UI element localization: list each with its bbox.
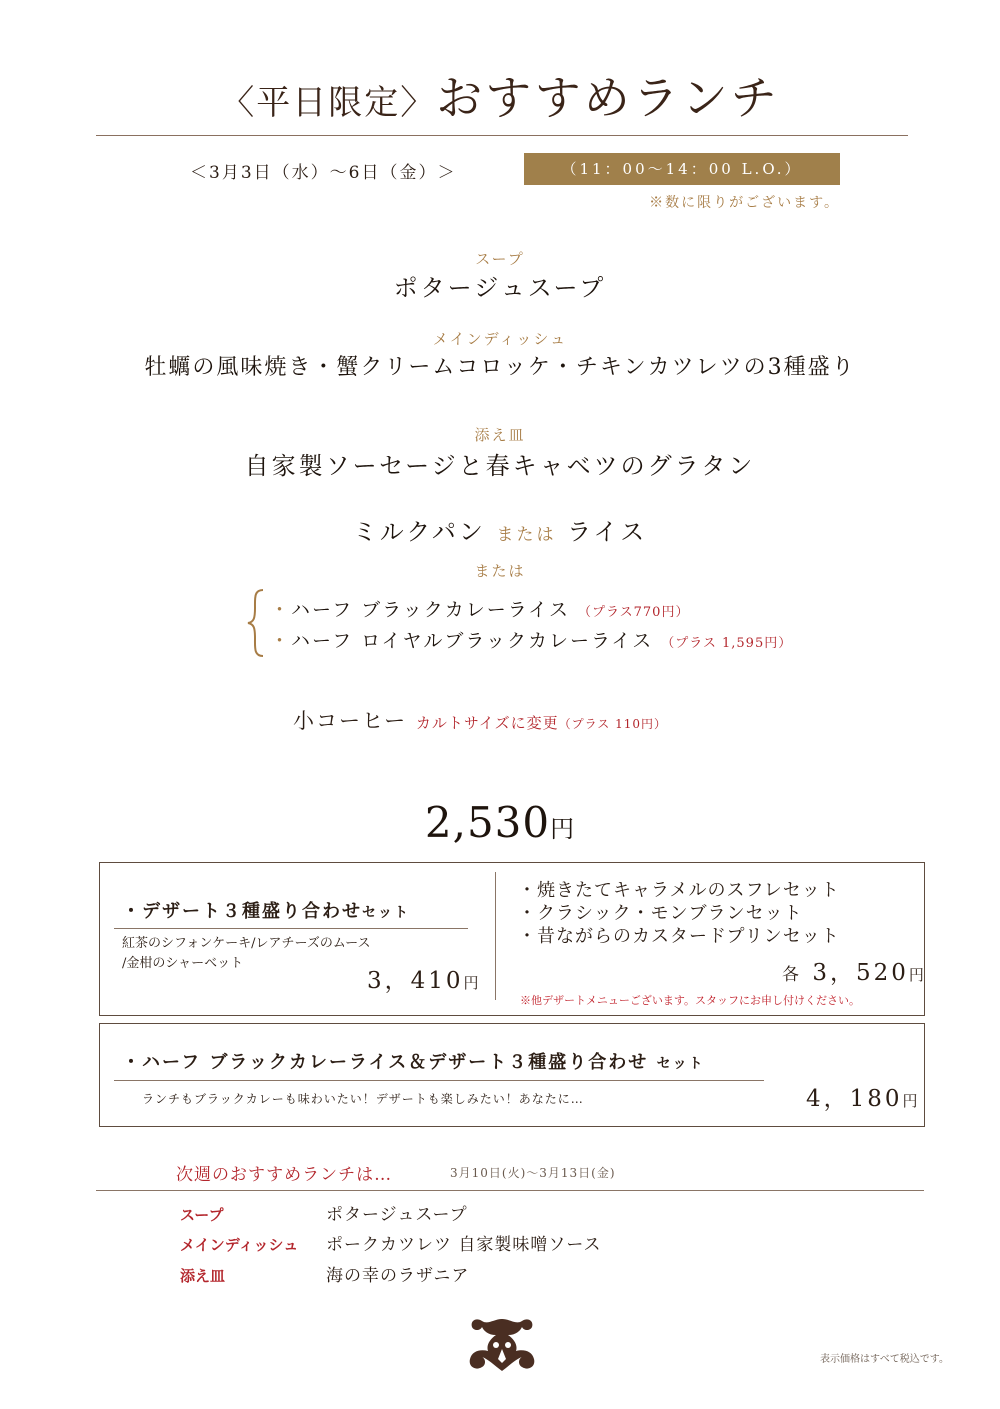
course-category-soup: スープ [475, 250, 525, 268]
title-divider [96, 135, 908, 136]
box-divider [495, 872, 496, 1000]
course-dish-main: 牡蠣の風味焼き・蟹クリームコロッケ・チキンカツレツの3種盛り [144, 355, 856, 380]
course-category-side: 添え皿 [474, 426, 526, 444]
next-week-dates: 3月10日(火)～3月13日(金) [450, 1166, 616, 1180]
next-week-divider [96, 1190, 924, 1191]
option-item: ・ハーフ ロイヤルブラックカレーライス （プラス 1,595円） [270, 630, 793, 652]
option-item: ・ハーフ ブラックカレーライス （プラス770円） [270, 599, 690, 621]
option-price: （プラス770円） [578, 605, 690, 620]
page-title [0, 62, 1000, 128]
title-main: おすすめランチ [436, 71, 780, 125]
limited-note: ※数に限りがございます。 [649, 195, 840, 211]
list-item: ・昔ながらのカスタードプリンセット [518, 926, 840, 947]
course-dish-soup: ポタージュスープ [393, 274, 607, 302]
tax-note: 表示価格はすべて税込です。 [820, 1354, 949, 1365]
list-item: ・焼きたてキャラメルのスフレセット [518, 880, 840, 901]
list-item: ・クラシック・モンブランセット [518, 903, 803, 924]
floral-emblem-icon [466, 1315, 538, 1375]
coffee-name: 小コーヒー [293, 709, 408, 733]
bread-b: ライス [567, 518, 648, 546]
other-dessert-note: ※他デザートメニューございます。スタッフにお申し付けください。 [520, 994, 861, 1007]
curry-set-description: ランチもブラックカレーも味わいたい！デザートも楽しみたい！あなたに… [142, 1092, 584, 1106]
other-set-list [518, 879, 840, 948]
dessert-set-price: 3，410円 [367, 968, 482, 994]
lunch-price [0, 798, 1000, 847]
dessert-title-rule [114, 928, 468, 929]
option-name: ハーフ ロイヤルブラックカレーライス [291, 630, 654, 652]
coffee-upgrade: カルトサイズに変更（プラス 110円） [415, 714, 668, 732]
curry-title-rule [114, 1080, 764, 1081]
next-week-row: スープ ポタージュスープ [180, 1205, 468, 1225]
course-category-main: メインディッシュ [432, 330, 568, 348]
next-week-heading: 次週のおすすめランチは… [176, 1165, 393, 1185]
option-price: （プラス 1,595円） [661, 636, 793, 651]
option-name: ハーフ ブラックカレーライス [291, 599, 570, 621]
price-amount: 2,530 [424, 798, 551, 847]
curry-set-box [99, 1023, 925, 1127]
curry-set-price: 4，180円 [806, 1086, 921, 1112]
dessert-set-title: ・デザート３種盛り合わせセット [122, 901, 410, 922]
dessert-set-description: 紅茶のシフォンケーキ/レアチーズのムース /金柑のシャーベット [122, 936, 371, 971]
time-badge: （11：00～14：00 L.O.） [524, 153, 840, 185]
price-unit: 円 [550, 815, 576, 843]
date-range: ＜3月3日（水）～6日（金）＞ [190, 163, 457, 183]
bread-a: ミルクパン [352, 518, 486, 546]
next-week-row: 添え皿 海の幸のラザニア [180, 1266, 470, 1286]
curry-set-title: ・ハーフ ブラックカレーライス＆デザート３種盛り合わせ セット [122, 1052, 705, 1073]
bread-choice [0, 512, 1000, 547]
title-prefix: 〈平日限定〉 [220, 83, 437, 123]
brace-icon [246, 588, 266, 658]
other-set-price: 各 3，520円 [782, 960, 927, 986]
bread-or: または [496, 525, 557, 545]
next-week-row: メインディッシュ ポークカツレツ 自家製味噌ソース [180, 1235, 602, 1255]
coffee-line [293, 705, 667, 735]
course-dish-side: 自家製ソーセージと春キャベツのグラタン [244, 452, 756, 480]
or-label: または [474, 562, 526, 580]
